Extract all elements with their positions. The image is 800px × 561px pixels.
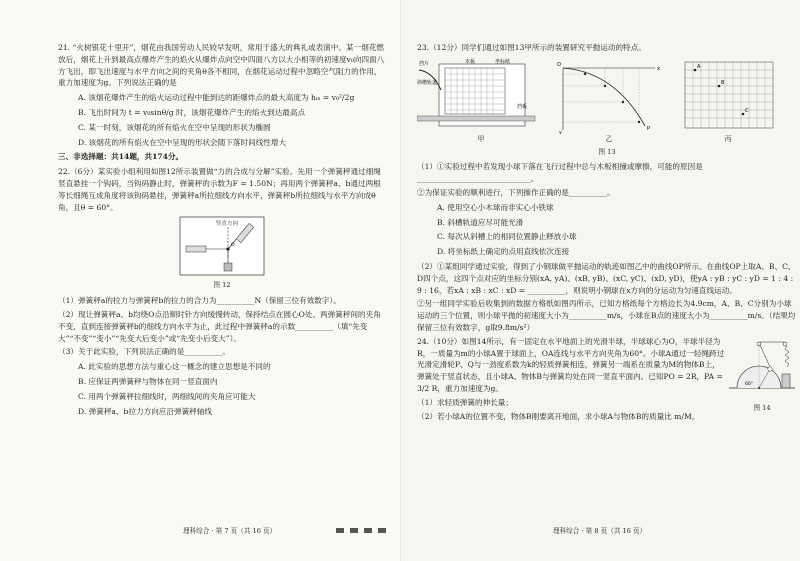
- left-column: [58, 42, 386, 420]
- figure-13-jia: [417, 56, 545, 134]
- sublabel-yi: 乙: [605, 134, 613, 143]
- q23-option-c: C. 每次从斜槽上的相同位置静止释放小球: [437, 232, 577, 242]
- figure-13: [417, 56, 797, 134]
- q23-part1b: ②为保证实验的顺利进行，下列操作正确的是__________。: [417, 187, 615, 197]
- q23-option-b: B. 斜槽轨道应尽可能光滑: [437, 217, 524, 227]
- q22-option-a: A. 此实验的思想方法与重心这一概念的建立思想是不同的: [78, 362, 271, 372]
- label-paper: 坐标纸: [495, 58, 511, 65]
- print-mark: [336, 528, 344, 533]
- q22-stem: 22.（6分）某实验小组利用如图12所示装置做“力的合成与分解”实验。先用一个弹簧秤通过细绳竖直悬挂一个钩码，当钩码静止时，弹簧秤的示数为F = 1.50N；再用两个弹簧秤a、b通过两根等长细绳互成角度将该钩码悬挂，弹簧秤a所拉细线方向水平，弹簧秤b所拉细线与水平方向成θ角，且θ = 60°。: [58, 167, 381, 212]
- q23-option-d: D. 将坐标纸上确定的点用直线依次连接: [437, 247, 570, 257]
- figure-12-caption: 图 12: [213, 281, 231, 290]
- section-heading: 三、非选择题：共14题，共174分。: [58, 152, 184, 162]
- sublabel-jia: 甲: [477, 134, 485, 143]
- q23-part2: （2）①某组同学通过实验，得到了小钢球做平抛运动的轨迹如图乙中的曲线OP所示。在曲线OP上取A、B、C、D四个点，这四个点对应的坐标分别(xA, yA)、(xB, yB)、(xC, yC)、(xD, yD)，使yA : yB : yC : yD = 1 : 4 : 9 : 16，若xA : xB : xC : xD = __________，则说明小钢球在x方向的分运动为匀速直线运动。: [417, 261, 796, 295]
- q22-option-b: B. 应保证两弹簧秤与物体在同一竖直面内: [78, 376, 218, 386]
- q24-part2: （2）若小球A的位置不变，物体B刚要离开地面，求小球A与物体B的质量比 m/M。: [417, 411, 700, 421]
- label-plate: 挡片: [419, 60, 430, 67]
- right-page-footer: 理科综合 · 第 8 页（共 16 页）: [553, 527, 647, 535]
- q23-part2b: ②另一组同学实验后收集到的数据方格纸如图丙所示，已知方格纸每个方格边长为4.9cm，A、B、C分别为小球运动的三个位置，则小球平抛的初速度大小为__________m/s，小球在B点的速度大小为__________m/s。（结果均保留三位有效数字，g取9.8m/s²）: [417, 299, 796, 332]
- q21-stem: 21. “火树银花十里开”，烟花由我国劳动人民较早发明，常用于盛大的典礼或表演中。某一烟花燃放后，烟花上升到最高点爆炸产生的焰火从爆炸点向空中四面八方以大小相等的初速度v₀向四面八方飞出，即飞出速度与水平方向之间的夹角θ各不相同，在烟花运动过程中忽略空气阻力的作用，重力加速度为g。下列说法正确的是: [58, 43, 385, 88]
- label-support: 挡板: [517, 103, 528, 110]
- figure-13-caption: 图 13: [598, 147, 616, 156]
- svg-text:C: C: [745, 107, 749, 114]
- sublabel-bing: 丙: [724, 134, 732, 143]
- figure-13-sublabels: [417, 134, 797, 146]
- svg-text:x: x: [657, 65, 660, 72]
- q24-stem: 24.（10分）如图14所示，有一固定在水平地面上的光滑半球，半球球心为O，半球半径为R，一质量为m的小球A置于球面上，OA连线与水平方向夹角为60°。小球A通过一轻绳跨过光滑定滑轮P、Q与一劲度系数为k的轻质弹簧相连，弹簧另一端系在质量为M的物体B上，弹簧处于竖直状态，且小球A、物体B与弹簧均处在同一竖直平面内。已知PO = 2R，PA = 3/2 R，重力加速度为g。: [417, 336, 725, 393]
- svg-text:A: A: [697, 63, 701, 70]
- print-mark: [378, 528, 386, 533]
- label-board: 木板: [465, 58, 476, 65]
- q21-option-c: C. 某一时刻，该烟花的所有焰火在空中呈现的形状为椭圆: [78, 122, 271, 132]
- q22-part3: （3）关于此实验，下列说法正确的是__________。: [58, 347, 230, 357]
- q24-part1: （1）求轻质弹簧的伸长量；: [417, 397, 513, 407]
- print-mark: [364, 528, 372, 533]
- right-page: [400, 0, 800, 561]
- q22-option-c: C. 用两个弹簧秤拉细线时，两细线间的夹角应可能大: [78, 391, 256, 401]
- q23-part1: （1）①实验过程中若发现小球下落在飞行过程中总与木板相撞或摩擦，可能的原因是______________________________。: [417, 162, 703, 184]
- q22-part2: （2）现让弹簧秤a、b均绕O点沿顺时针方向缓慢转动，保持结点在圆心O处、两弹簧秤间的夹角不变，直到连接弹簧秤b的细线方向水平为止，此过程中弹簧秤a的示数__________（填“先变大”“不变”“变小”“先变大后变小”或“先变小后变大”）。: [58, 309, 381, 343]
- figure-13-yi: [545, 56, 673, 134]
- q22-part1: （1）弹簧秤a的拉力与弹簧秤b的拉力的合力为__________N（保留三位有效数字）。: [58, 296, 341, 306]
- print-mark: [350, 528, 358, 533]
- svg-text:O: O: [231, 243, 235, 249]
- q21-option-a: A. 该烟花爆炸产生的焰火运动过程中能到达的距爆炸点的最大高度为 hₘ = v₀²/2g: [78, 93, 355, 103]
- q21-option-b: B. 飞出时间为 t = v₀sinθ/g 时，该烟花爆炸产生的焰火到达最高点: [78, 107, 306, 117]
- svg-text:B: B: [721, 79, 725, 86]
- figure-13-bing: [673, 56, 783, 134]
- svg-text:y: y: [559, 129, 562, 134]
- figure-12: [176, 215, 268, 279]
- q22-option-d: D. 弹簧秤a、b拉力方向应沿弹簧秤轴线: [78, 406, 212, 416]
- fig14-angle: 60°: [745, 381, 753, 387]
- label-rail: 斜槽轨道: [417, 79, 438, 86]
- fig12-vertical-label: 竖直方向: [216, 221, 239, 228]
- figure-14: [727, 336, 797, 398]
- left-page-footer: 理科综合 · 第 7 页（共 16 页）: [183, 527, 277, 535]
- q23-option-a: A. 使用空心小木球而非实心小铁球: [437, 202, 554, 212]
- q23-stem: 23.（12分）同学们通过如图13甲所示的装置研究平抛运动的特点。: [417, 43, 646, 52]
- q21-option-d: D. 该烟花的所有焰火在空中呈现的形状会随下落时间线性增大: [78, 137, 287, 147]
- figure-14-caption: 图 14: [753, 403, 771, 412]
- svg-text:O: O: [557, 61, 561, 68]
- q24-block: [417, 336, 797, 425]
- right-column: [417, 42, 797, 424]
- svg-text:P: P: [647, 125, 651, 132]
